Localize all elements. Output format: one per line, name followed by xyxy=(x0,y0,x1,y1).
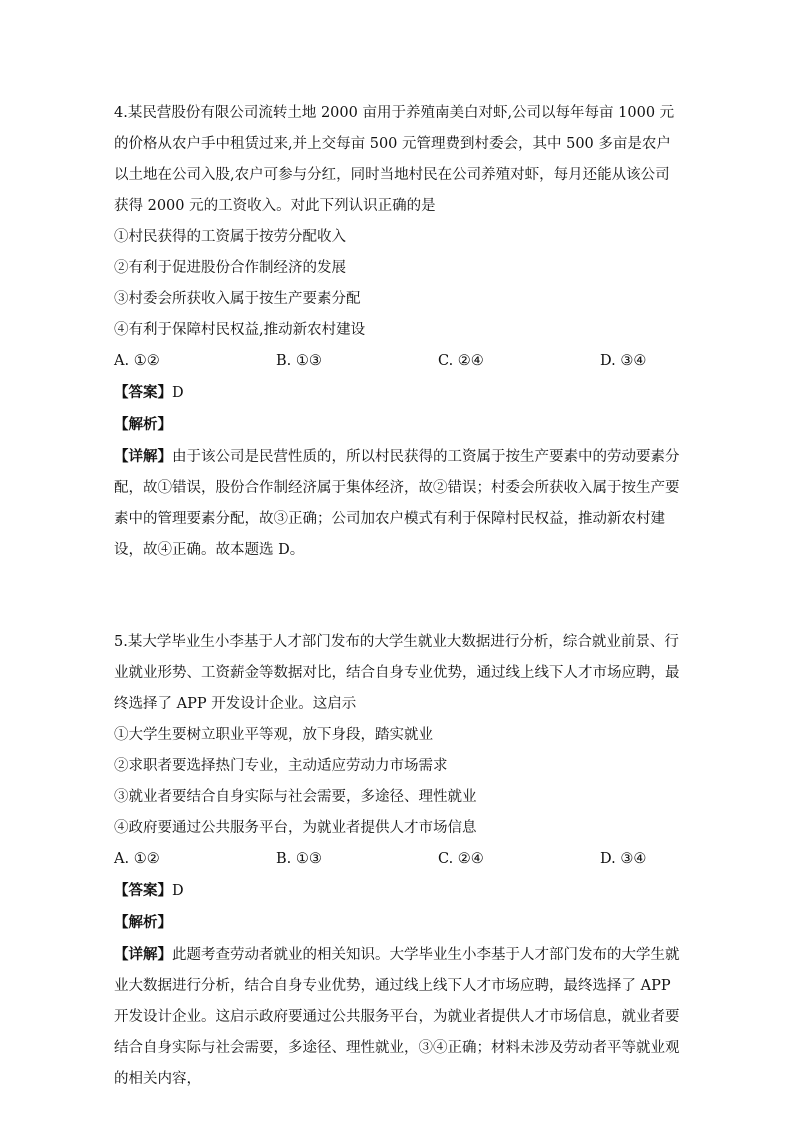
detail-paragraph xyxy=(114,939,684,1095)
analysis-heading xyxy=(114,409,684,441)
option-b: B. ①③ xyxy=(276,353,322,369)
detail-text: 由于该公司是民营性质的，所以村民获得的工资属于按生产要素中的劳动要素分配，故①错误，股份合作制经济属于集体经济，故②错误；村委会所获收入属于按生产要素中的管理要素分配，故③正确；公司加农户模式有利于保障村民权益，推动新农村建设，故④正确。故本题选 D。 xyxy=(114,449,680,558)
statement-item: ②有利于促进股份合作制经济的发展 xyxy=(114,260,346,276)
analysis-heading xyxy=(114,907,684,939)
detail-label: 【详解】 xyxy=(114,946,172,963)
detail-text: 此题考查劳动者就业的相关知识。大学毕业生小李基于人才部门发布的大学生就业大数据进行分析，结合自身专业优势，通过线上线下人才市场应聘，最终选择了 APP 开发设计企业。这启示政府要通过公共服务平台，为就业者提供人才市场信息，就业者要结合自身实际与社会需要，多途径、理性就业，③④正确；材料未涉及劳动者平等就业观的相关内容， xyxy=(114,947,680,1087)
option-a: A. ①② xyxy=(114,851,160,867)
statement-item: ④有利于保障村民权益,推动新农村建设 xyxy=(114,322,366,338)
answer-line xyxy=(114,377,684,409)
detail-paragraph xyxy=(114,441,684,566)
question-stem: 5.某大学毕业生小李基于人才部门发布的大学生就业大数据进行分析，综合就业前景、行业就业形势、工资薪金等数据对比，结合自身专业优势，通过线上线下人才市场应聘，最终选择了 APP 开发设计企业。这启示 xyxy=(114,634,680,712)
analysis-label: 【解析】 xyxy=(114,914,172,931)
answer-label: 【答案】 xyxy=(114,882,172,899)
option-c: C. ②④ xyxy=(438,851,484,867)
option-d: D. ③④ xyxy=(600,353,647,369)
option-a: A. ①② xyxy=(114,353,160,369)
option-d: D. ③④ xyxy=(600,851,647,867)
answer-label: 【答案】 xyxy=(114,384,172,401)
answer-line xyxy=(114,875,684,907)
question-stem: 4.某民营股份有限公司流转土地 2000 亩用于养殖南美白对虾,公司以每年每亩 1000 元的价格从农户手中租赁过来,并上交每亩 500 元管理费到村委会，其中 500 多亩是农户以土地在公司入股,农户可参与分红，同时当地村民在公司养殖对虾，每月还能从该公司获得 2000 元的工资收入。对此下列认识正确的是 xyxy=(114,105,675,214)
question-5 xyxy=(114,627,684,1095)
answer-value: D xyxy=(172,883,184,899)
statement-item: ①大学生要树立职业平等观，放下身段，踏实就业 xyxy=(114,727,433,743)
options-row xyxy=(114,844,684,875)
statement-item: ③就业者要结合自身实际与社会需要，多途径、理性就业 xyxy=(114,789,477,805)
answer-value: D xyxy=(172,385,184,401)
statement-item: ②求职者要选择热门专业，主动适应劳动力市场需求 xyxy=(114,758,448,774)
detail-label: 【详解】 xyxy=(114,448,172,465)
statement-item: ③村委会所获收入属于按生产要素分配 xyxy=(114,291,361,307)
statement-item: ①村民获得的工资属于按劳分配收入 xyxy=(114,229,346,245)
statement-item: ④政府要通过公共服务平台，为就业者提供人才市场信息 xyxy=(114,820,477,836)
option-c: C. ②④ xyxy=(438,353,484,369)
option-b: B. ①③ xyxy=(276,851,322,867)
options-row xyxy=(114,346,684,377)
question-4 xyxy=(114,98,684,566)
analysis-label: 【解析】 xyxy=(114,416,172,433)
